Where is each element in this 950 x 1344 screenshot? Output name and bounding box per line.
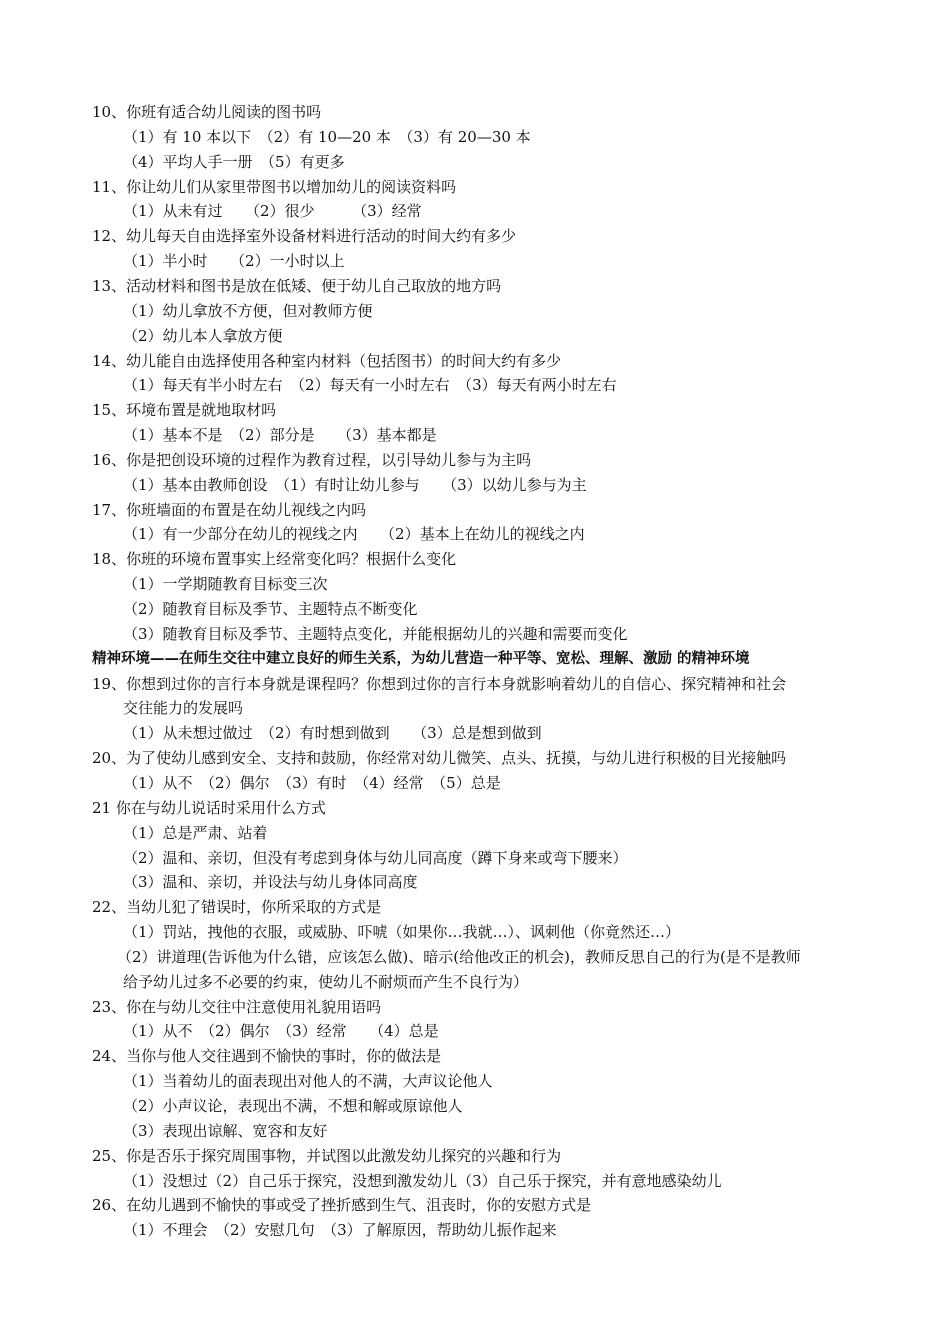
question-line: 11、你让幼儿们从家里带图书以增加幼儿的阅读资料吗 bbox=[92, 177, 457, 196]
answer-option-line: 给予幼儿过多不必要的约束，使幼儿不耐烦而产生不良行为） bbox=[123, 972, 529, 991]
question-line: 18、你班的环境布置事实上经常变化吗？根据什么变化 bbox=[92, 550, 457, 569]
answer-option-line: （1）当着幼儿的面表现出对他人的不满，大声议论他人 bbox=[123, 1072, 493, 1091]
answer-option-line: （1）从不 （2）偶尔 （3）经常 （4）总是 bbox=[123, 1022, 439, 1041]
question-line: 15、环境布置是就地取材吗 bbox=[92, 401, 277, 420]
answer-option-line: （1）从不 （2）偶尔 （3）有时 （4）经常 （5）总是 bbox=[123, 773, 501, 792]
answer-option-line: （2）温和、亲切，但没有考虑到身体与幼儿同高度（蹲下身来或弯下腰来） bbox=[123, 848, 628, 867]
question-line: 10、你班有适合幼儿阅读的图书吗 bbox=[92, 103, 322, 121]
answer-option-line: （2）幼儿本人拿放方便 bbox=[123, 326, 283, 345]
answer-option-line: （3）表现出谅解、宽容和友好 bbox=[123, 1121, 328, 1140]
question-line: 20、为了使幼儿感到安全、支持和鼓励，你经常对幼儿微笑、点头、抚摸，与幼儿进行积极的目光接触吗 bbox=[92, 749, 787, 768]
question-line: 24、当你与他人交往遇到不愉快的事时，你的做法是 bbox=[92, 1047, 442, 1066]
question-line: 19、你想到过你的言行本身就是课程吗？你想到过你的言行本身就影响着幼儿的自信心、探究精神和社会 bbox=[92, 674, 787, 693]
answer-option-line: （1）基本不是 （2）部分是 （3）基本都是 bbox=[123, 426, 437, 445]
question-line: 21 你在与幼儿说话时采用什么方式 bbox=[92, 798, 326, 817]
answer-option-line: （1）基本由教师创设 （1）有时让幼儿参与 （3）以幼儿参与为主 bbox=[123, 475, 587, 494]
answer-option-line: （1）半小时 （2）一小时以上 bbox=[123, 252, 345, 271]
answer-option-line: （1）不理会 （2）安慰几句 （3）了解原因，帮助幼儿振作起来 bbox=[123, 1221, 557, 1240]
answer-option-line: （1）总是严肃、站着 bbox=[123, 823, 268, 842]
answer-option-line: （1）从未有过 （2）很少 （3）经常 bbox=[123, 202, 422, 221]
answer-option-line: （2）小声议论，表现出不满，不想和解或原谅他人 bbox=[123, 1097, 463, 1115]
answer-option-line: （3）随教育目标及季节、主题特点变化，并能根据幼儿的兴趣和需要而变化 bbox=[123, 624, 628, 643]
answer-option-line: （4）平均人手一册 （5）有更多 bbox=[123, 152, 345, 171]
question-line: 12、幼儿每天自由选择室外设备材料进行活动的时间大约有多少 bbox=[92, 227, 517, 246]
answer-option-line: （1）没想过（2）自己乐于探究，没想到激发幼儿（3）自己乐于探究，并有意地感染幼儿 bbox=[123, 1171, 722, 1190]
answer-option-line: 交往能力的发展吗 bbox=[123, 699, 244, 718]
answer-option-line: （2）随教育目标及季节、主题特点不断变化 bbox=[123, 600, 418, 618]
answer-option-line: （2）讲道理(告诉他为什么错，应该怎么做)、暗示(给他改正的机会)，教师反思自己的行为(是不是教师 bbox=[117, 947, 801, 966]
answer-option-line: （1）从未想过做过 （2）有时想到做到 （3）总是想到做到 bbox=[123, 724, 542, 743]
answer-option-line: （1）有 10 本以下 （2）有 10—20 本 （3）有 20—30 本 bbox=[123, 127, 531, 146]
question-line: 25、你是否乐于探究周围事物，并试图以此激发幼儿探究的兴趣和行为 bbox=[92, 1146, 562, 1165]
question-line: 22、当幼儿犯了错误时，你所采取的方式是 bbox=[92, 898, 382, 917]
answer-option-line: （1）罚站，拽他的衣服，或威胁、吓唬（如果你…我就…）、讽刺他（你竟然还…） bbox=[123, 923, 681, 942]
answer-option-line: （1）一学期随教育目标变三次 bbox=[123, 575, 328, 594]
answer-option-line: （1）有一少部分在幼儿的视线之内 （2）基本上在幼儿的视线之内 bbox=[123, 525, 585, 544]
question-line: 16、你是把创设环境的过程作为教育过程，以引导幼儿参与为主吗 bbox=[92, 450, 532, 469]
answer-option-line: （3）温和、亲切，并设法与幼儿身体同高度 bbox=[123, 873, 418, 892]
question-line: 17、你班墙面的布置是在幼儿视线之内吗 bbox=[92, 500, 367, 519]
question-line: 13、活动材料和图书是放在低矮、便于幼儿自己取放的地方吗 bbox=[92, 276, 502, 295]
question-line: 23、你在与幼儿交往中注意使用礼貌用语吗 bbox=[92, 997, 382, 1016]
question-line: 14、幼儿能自由选择使用各种室内材料（包括图书）的时间大约有多少 bbox=[92, 351, 562, 370]
question-line: 26、在幼儿遇到不愉快的事或受了挫折感到生气、沮丧时，你的安慰方式是 bbox=[92, 1196, 592, 1215]
answer-option-line: （1）每天有半小时左右 （2）每天有一小时左右 （3）每天有两小时左右 bbox=[123, 376, 617, 395]
answer-option-line: （1）幼儿拿放不方便，但对教师方便 bbox=[123, 301, 373, 320]
section-heading: 精神环境——在师生交往中建立良好的师生关系，为幼儿营造一种平等、宽松、理解、激励 的精神环境 bbox=[92, 650, 750, 667]
